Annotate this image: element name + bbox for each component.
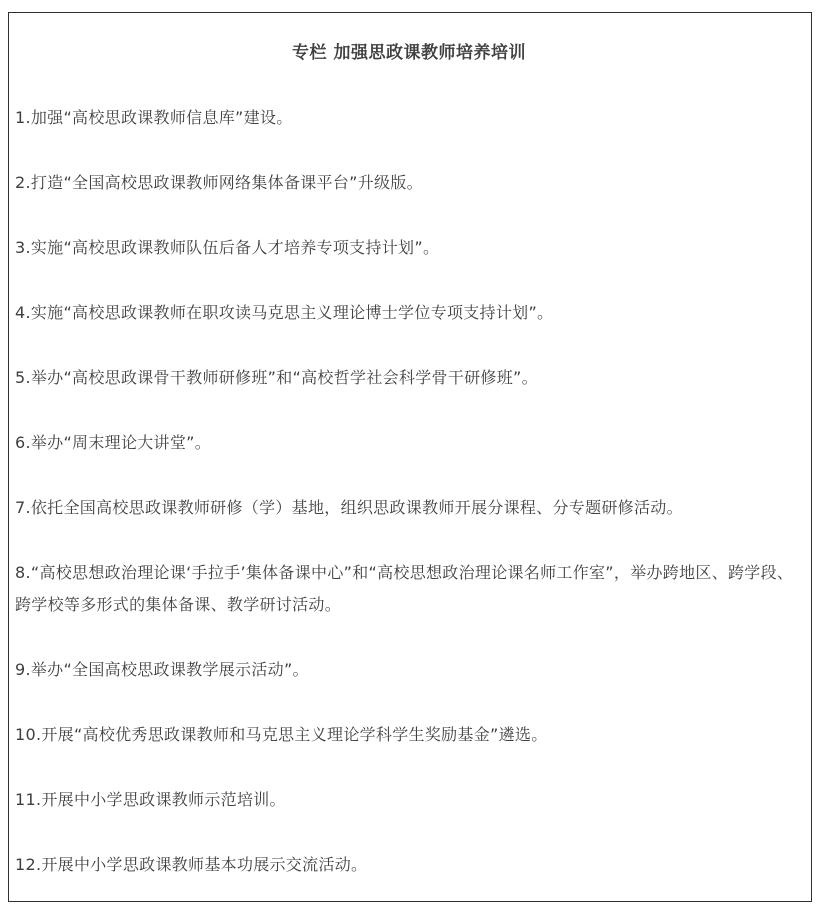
- list-item-10: 10.开展“高校优秀思政课教师和马克思主义理论学科学生奖励基金”遴选。: [15, 725, 548, 744]
- list-item-7: 7.依托全国高校思政课教师研修（学）基地，组织思政课教师开展分课程、分专题研修活动。: [15, 498, 683, 517]
- column-panel: [8, 12, 812, 902]
- list-item-6: 6.举办“周末理论大讲堂”。: [15, 433, 212, 452]
- list-item-3: 3.实施“高校思政课教师队伍后备人才培养专项支持计划”。: [15, 238, 440, 257]
- list-item-2: 2.打造“全国高校思政课教师网络集体备课平台”升级版。: [15, 173, 423, 192]
- list-item-1: 1.加强“高校思政课教师信息库”建设。: [15, 108, 293, 127]
- panel-title: 专栏 加强思政课教师培养培训: [292, 43, 526, 63]
- list-item-11: 11.开展中小学思政课教师示范培训。: [15, 790, 286, 809]
- list-item-12: 12.开展中小学思政课教师基本功展示交流活动。: [15, 855, 368, 874]
- list-item-4: 4.实施“高校思政课教师在职攻读马克思主义理论博士学位专项支持计划”。: [15, 303, 554, 322]
- list-item-5: 5.举办“高校思政课骨干教师研修班”和“高校哲学社会科学骨干研修班”。: [15, 368, 538, 387]
- list-item-8: 8.“高校思想政治理论课‘手拉手’集体备课中心”和“高校思想政治理论课名师工作室”，举办跨地区、跨学段、跨学校等多形式的集体备课、教学研讨活动。: [15, 563, 794, 614]
- list-item-9: 9.举办“全国高校思政课教学展示活动”。: [15, 660, 309, 679]
